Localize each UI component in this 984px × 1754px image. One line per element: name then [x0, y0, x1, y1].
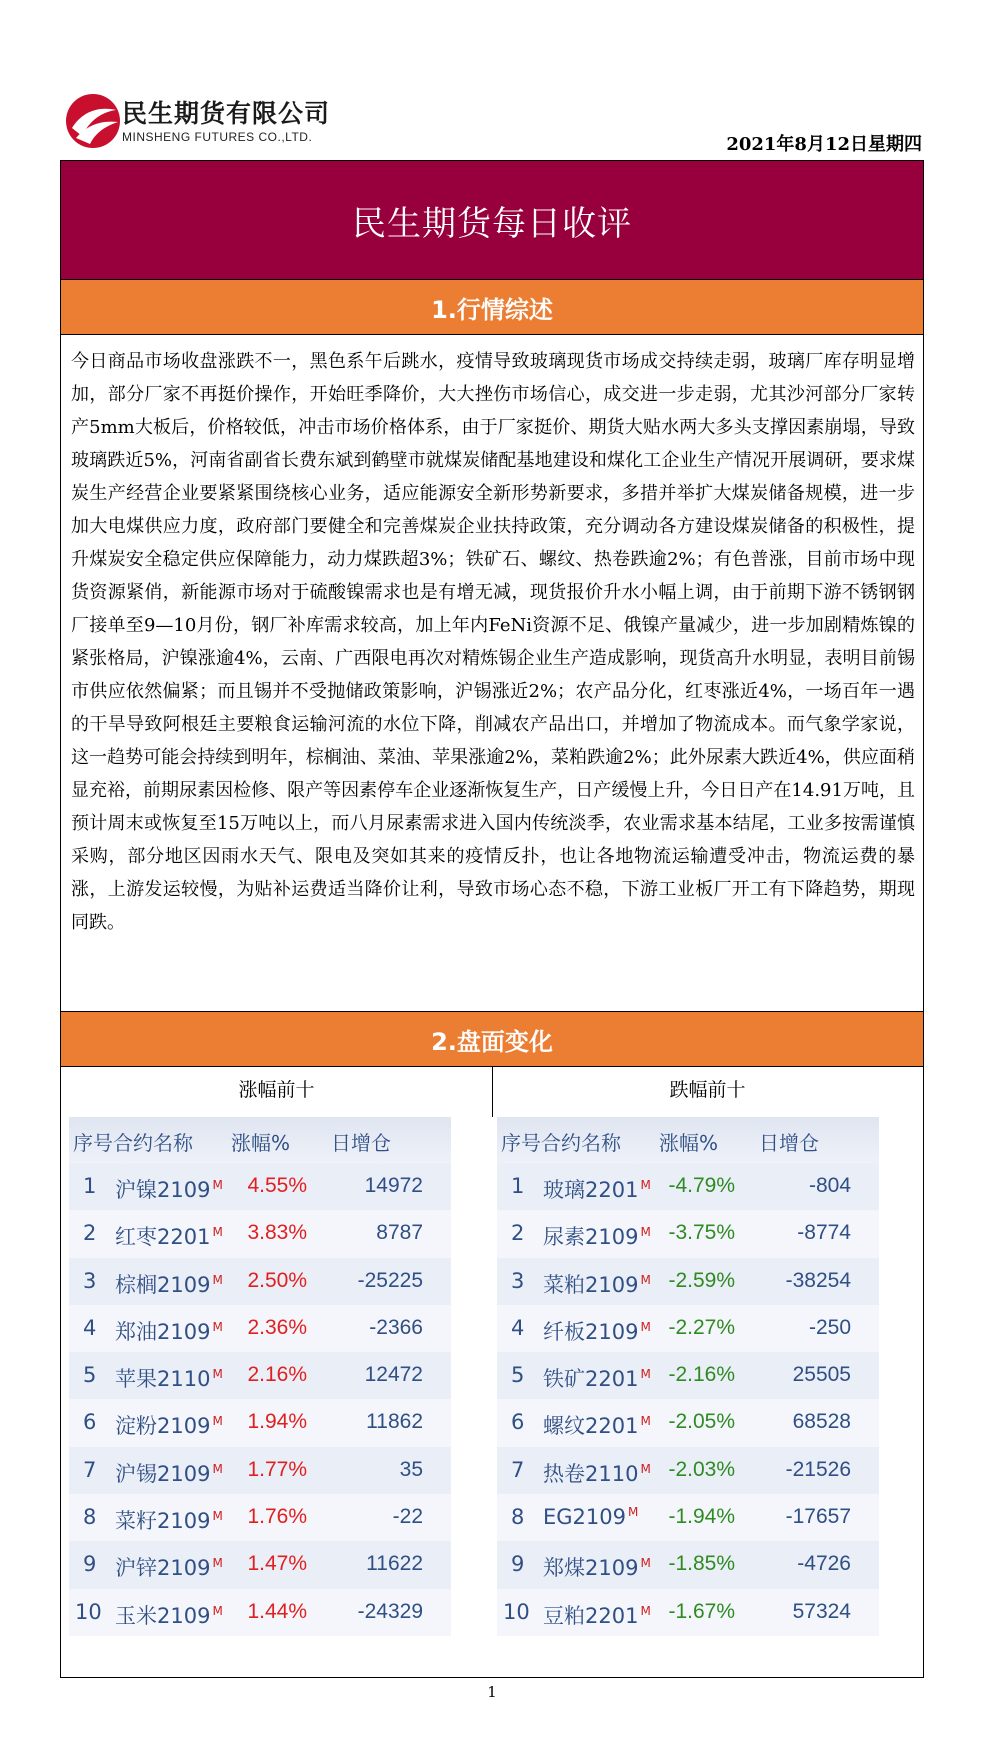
contract-name-cell — [115, 1410, 223, 1440]
losers-heading: 跌幅前十 — [669, 1079, 746, 1101]
row-index: 4 — [83, 1315, 97, 1340]
row-index: 5 — [83, 1363, 97, 1388]
change-percent: 1.76% — [247, 1505, 307, 1529]
row-index: 9 — [83, 1552, 97, 1577]
contract-name: 郑油2109 — [115, 1319, 211, 1344]
table-row — [497, 1541, 879, 1588]
change-percent: 1.77% — [247, 1457, 307, 1481]
column-header-contract: 序号合约名称 — [73, 1131, 193, 1155]
open-interest-change: -250 — [808, 1315, 851, 1339]
row-index: 1 — [511, 1174, 525, 1198]
main-contract-mark: M — [212, 1461, 223, 1476]
main-contract-mark: M — [212, 1319, 223, 1334]
row-index: 8 — [83, 1505, 97, 1530]
page-number: 1 — [487, 1683, 497, 1701]
row-index: 7 — [511, 1457, 525, 1482]
contract-name-cell — [115, 1458, 223, 1488]
contract-name-cell — [115, 1174, 223, 1204]
open-interest-change: -38254 — [785, 1268, 851, 1292]
contract-name-cell — [543, 1505, 638, 1529]
change-percent: -2.59% — [668, 1268, 735, 1292]
open-interest-change: 14972 — [364, 1174, 423, 1197]
contract-name: 玻璃2201 — [543, 1178, 639, 1202]
table-row — [497, 1352, 879, 1399]
table-row — [69, 1494, 451, 1541]
table-header — [69, 1117, 451, 1163]
main-contract-mark: M — [212, 1367, 223, 1382]
contract-name: 苹果2110 — [115, 1367, 211, 1392]
contract-name-cell — [115, 1316, 223, 1346]
change-percent: 1.94% — [247, 1410, 307, 1434]
row-index: 4 — [511, 1315, 525, 1340]
table-row — [497, 1305, 879, 1352]
column-header-change: 涨幅% — [659, 1131, 719, 1155]
change-percent: -4.79% — [668, 1174, 735, 1197]
table-row — [69, 1305, 451, 1352]
contract-name-cell — [543, 1269, 651, 1299]
report-date: 2021年8月12日星期四 — [726, 134, 922, 155]
company-name-cn: 民生期货有限公司 — [122, 99, 331, 128]
contract-name-cell — [115, 1363, 223, 1393]
main-contract-mark: M — [640, 1414, 651, 1429]
main-contract-mark: M — [212, 1225, 223, 1240]
main-contract-mark: M — [640, 1603, 651, 1618]
table-row — [69, 1399, 451, 1446]
change-percent: 2.36% — [247, 1315, 307, 1339]
contract-name: 热卷2110 — [543, 1461, 639, 1486]
row-index: 10 — [75, 1599, 102, 1624]
contract-name: 沪镍2109 — [115, 1178, 211, 1202]
gainers-heading: 涨幅前十 — [238, 1079, 315, 1101]
main-contract-mark: M — [640, 1319, 651, 1334]
contract-name-cell — [543, 1174, 651, 1204]
open-interest-change: 57324 — [792, 1599, 851, 1623]
row-index: 2 — [511, 1221, 525, 1246]
row-index: 3 — [83, 1268, 97, 1293]
main-contract-mark: M — [640, 1225, 651, 1240]
row-index: 9 — [511, 1552, 525, 1577]
open-interest-change: 12472 — [364, 1363, 423, 1387]
section-heading-board-changes: 2.盘面变化 — [61, 1011, 923, 1067]
main-contract-mark: M — [628, 1505, 639, 1520]
main-contract-mark: M — [212, 1603, 223, 1618]
main-contract-mark: M — [640, 1367, 651, 1382]
main-contract-mark: M — [212, 1509, 223, 1524]
column-header-change: 涨幅% — [231, 1131, 291, 1155]
change-percent: -1.85% — [668, 1552, 735, 1576]
row-index: 5 — [511, 1363, 525, 1388]
open-interest-change: -4726 — [797, 1552, 851, 1576]
contract-name: 红枣2201 — [115, 1225, 211, 1250]
column-header-contract: 序号合约名称 — [501, 1131, 621, 1155]
open-interest-change: -21526 — [785, 1457, 851, 1481]
row-index: 3 — [511, 1268, 525, 1293]
contract-name-cell — [543, 1316, 651, 1346]
table-row — [69, 1589, 451, 1636]
contract-name-cell — [115, 1269, 223, 1299]
change-percent: -3.75% — [668, 1221, 735, 1245]
table-row — [497, 1399, 879, 1446]
main-contract-mark: M — [212, 1178, 223, 1192]
column-header-open-interest: 日增仓 — [759, 1131, 819, 1155]
open-interest-change: -8774 — [797, 1221, 851, 1245]
contract-name: 菜籽2109 — [115, 1509, 211, 1534]
change-percent: 2.50% — [247, 1268, 307, 1292]
open-interest-change: 35 — [399, 1457, 423, 1481]
open-interest-change: -22 — [392, 1505, 423, 1529]
ranking-tables — [61, 1067, 923, 1677]
table-row — [69, 1258, 451, 1305]
change-percent: -2.16% — [668, 1363, 735, 1387]
open-interest-change: -2366 — [369, 1315, 423, 1339]
contract-name-cell — [543, 1363, 651, 1393]
section-heading-market-overview: 1.行情综述 — [61, 279, 923, 335]
main-contract-mark: M — [640, 1461, 651, 1476]
contract-name-cell — [115, 1552, 223, 1582]
company-logo — [64, 88, 364, 156]
change-percent: 4.55% — [247, 1174, 307, 1197]
market-overview-paragraph: 今日商品市场收盘涨跌不一，黑色系午后跳水，疫情导致玻璃现货市场成交持续走弱，玻璃厂库存明显增加，部分厂家不再挺价操作，开始旺季降价，大大挫伤市场信心，成交进一步走弱，尤其沙河部分厂家转产5mm大板后，价格较低，冲击市场价格体系，由于厂家挺价、期货大贴水两大多头支撑因素崩塌，导致玻璃跌近5%，河南省副省长费东斌到鹤壁市就煤炭储配基地建设和煤化工企业生产情况开展调研，要求煤炭生产经营企业要紧紧围绕核心业务，适应能源安全新形势新要求，多措并举扩大煤炭储备规模，进一步加大电煤供应力度，政府部门要健全和完善煤炭企业扶持政策，充分调动各方建设煤炭储备的积极性，提升煤炭安全稳定供应保障能力，动力煤跌超3%；铁矿石、螺纹、热卷跌逾2%；有色普涨，目前市场中现货资源紧俏，新能源市场对于硫酸镍需求也是有增无减，现货报价升水小幅上调，由于前期下游不锈钢钢厂接单至9—10月份，钢厂补库需求较高，加上年内FeNi资源不足、俄镍产量减少，进一步加剧精炼镍的紧张格局，沪镍涨逾4%，云南、广西限电再次对精炼锡企业生产造成影响，现货高升水明显，表明目前锡市供应依然偏紧；而且锡并不受抛储政策影响，沪锡涨近2%；农产品分化，红枣涨近4%，一场百年一遇的干旱导致阿根廷主要粮食运输河流的水位下降，削减农产品出口，并增加了物流成本。而气象学家说，这一趋势可能会持续到明年，棕榈油、菜油、苹果涨逾2%，菜粕跌逾2%；此外尿素大跌近4%，供应面稍显充裕，前期尿素因检修、限产等因素停车企业逐渐恢复生产，日产缓慢上升，今日日产在14.91万吨，且预计周末或恢复至15万吨以上，而八月尿素需求进入国内传统淡季，农业需求基本结尾，工业多按需谨慎采购，部分地区因雨水天气、限电及突如其来的疫情反扑，也让各地物流运输遭受冲击，物流运费的暴涨，上游发运较慢，为贴补运费适当降价让利，导致市场心态不稳，下游工业板厂开工有下降趋势，期现同跌。 — [71, 351, 915, 933]
change-percent: 2.16% — [247, 1363, 307, 1387]
contract-name: EG2109 — [543, 1505, 626, 1530]
table-header — [497, 1117, 879, 1163]
row-index: 7 — [83, 1457, 97, 1482]
change-percent: 1.47% — [247, 1552, 307, 1576]
table-row — [497, 1210, 879, 1257]
main-contract-mark: M — [640, 1272, 651, 1287]
contract-name-cell — [543, 1221, 651, 1251]
contract-name-cell — [543, 1600, 651, 1630]
open-interest-change: -24329 — [357, 1599, 423, 1623]
main-contract-mark: M — [640, 1178, 651, 1192]
company-name-en: MINSHENG FUTURES CO.,LTD. — [122, 130, 313, 144]
contract-name: 菜粕2109 — [543, 1272, 639, 1297]
open-interest-change: 11862 — [366, 1410, 423, 1434]
open-interest-change: -17657 — [785, 1505, 851, 1529]
open-interest-change: 68528 — [792, 1410, 851, 1434]
contract-name: 沪锡2109 — [115, 1461, 211, 1486]
gainers-table — [69, 1117, 451, 1636]
contract-name: 淀粉2109 — [115, 1414, 211, 1439]
contract-name: 玉米2109 — [115, 1603, 211, 1628]
contract-name-cell — [115, 1505, 223, 1535]
table-row — [69, 1541, 451, 1588]
row-index: 1 — [83, 1174, 97, 1198]
row-index: 2 — [83, 1221, 97, 1246]
table-row — [69, 1163, 451, 1210]
table-row — [69, 1447, 451, 1494]
change-percent: 1.44% — [247, 1599, 307, 1623]
table-row — [497, 1258, 879, 1305]
main-contract-mark: M — [212, 1414, 223, 1429]
change-percent: -1.67% — [668, 1599, 735, 1623]
row-index: 6 — [83, 1410, 97, 1435]
contract-name: 螺纹2201 — [543, 1414, 639, 1439]
contract-name-cell — [543, 1458, 651, 1488]
losers-table — [497, 1117, 879, 1636]
contract-name-cell — [543, 1552, 651, 1582]
table-row — [69, 1210, 451, 1257]
contract-name: 铁矿2201 — [543, 1367, 639, 1392]
change-percent: -2.03% — [668, 1457, 735, 1481]
contract-name: 郑煤2109 — [543, 1556, 639, 1581]
contract-name: 尿素2109 — [543, 1225, 639, 1250]
row-index: 10 — [503, 1599, 530, 1624]
table-row — [69, 1352, 451, 1399]
report-frame — [60, 160, 924, 1678]
open-interest-change: 11622 — [366, 1552, 423, 1576]
row-index: 6 — [511, 1410, 525, 1435]
change-percent: 3.83% — [247, 1221, 307, 1245]
contract-name-cell — [115, 1221, 223, 1251]
open-interest-change: 8787 — [376, 1221, 423, 1245]
row-index: 8 — [511, 1505, 525, 1530]
change-percent: -2.05% — [668, 1410, 735, 1434]
change-percent: -2.27% — [668, 1315, 735, 1339]
contract-name-cell — [115, 1600, 223, 1630]
table-row — [497, 1589, 879, 1636]
main-contract-mark: M — [640, 1556, 651, 1571]
report-title: 民生期货每日收评 — [61, 161, 923, 279]
table-row — [497, 1447, 879, 1494]
table-row — [497, 1494, 879, 1541]
column-header-open-interest: 日增仓 — [331, 1131, 391, 1155]
contract-name: 纤板2109 — [543, 1319, 639, 1344]
table-row — [497, 1163, 879, 1210]
open-interest-change: -804 — [808, 1174, 851, 1197]
open-interest-change: -25225 — [357, 1268, 423, 1292]
contract-name: 豆粕2201 — [543, 1603, 639, 1628]
contract-name: 沪锌2109 — [115, 1556, 211, 1581]
main-contract-mark: M — [212, 1556, 223, 1571]
company-logo-icon — [64, 92, 122, 150]
contract-name-cell — [543, 1410, 651, 1440]
main-contract-mark: M — [212, 1272, 223, 1287]
contract-name: 棕榈2109 — [115, 1272, 211, 1297]
change-percent: -1.94% — [668, 1505, 735, 1529]
open-interest-change: 25505 — [792, 1363, 851, 1387]
